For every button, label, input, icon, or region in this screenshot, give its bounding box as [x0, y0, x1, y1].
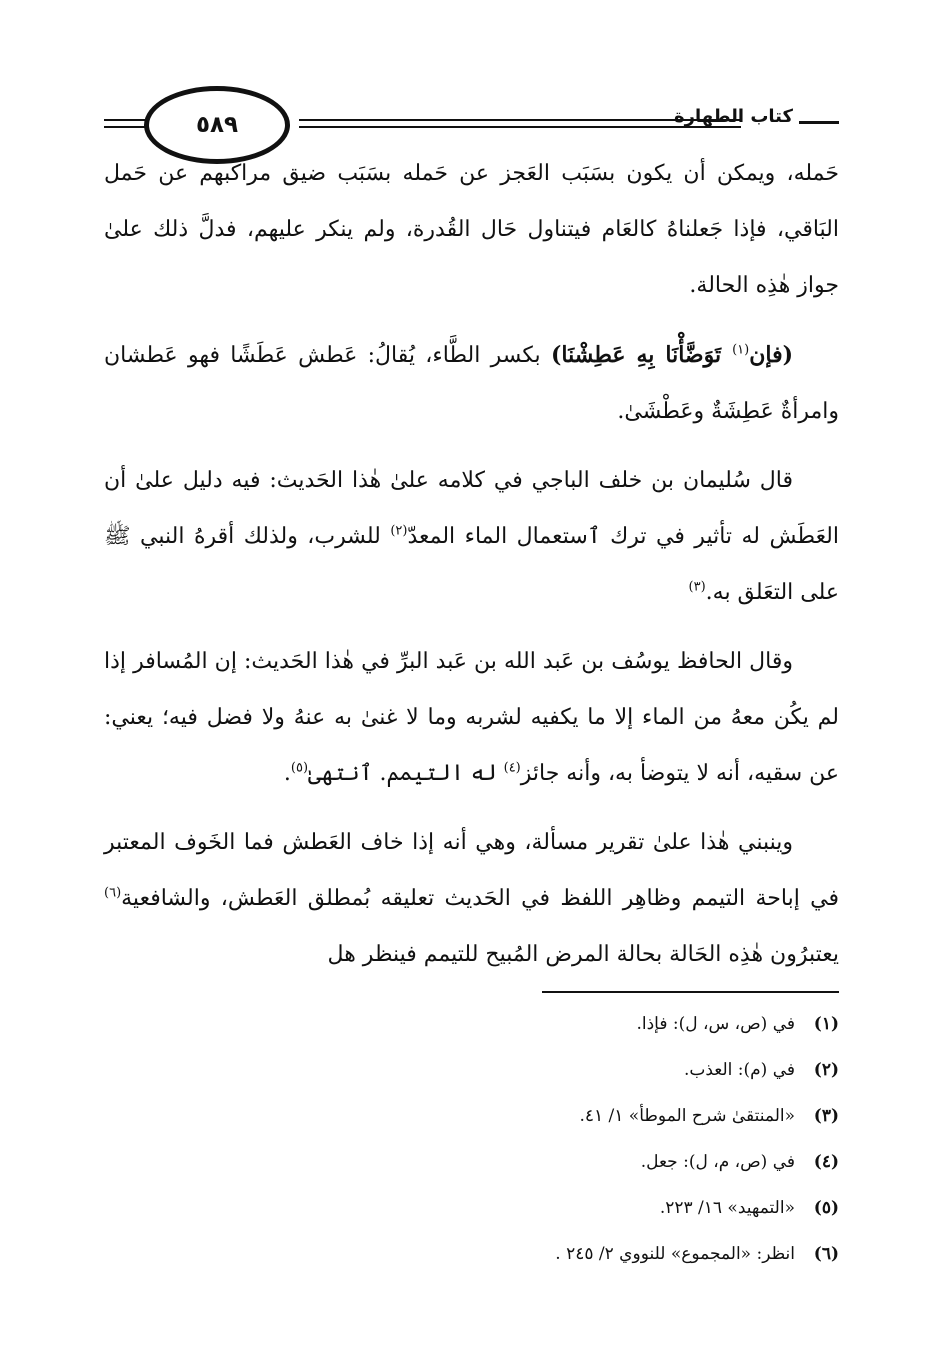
footnote — [104, 1093, 839, 1139]
footnote-number: (٣) — [813, 1106, 839, 1126]
header-rule-right — [799, 121, 839, 124]
footnote-ref-3: (٣) — [688, 579, 706, 595]
paragraph-4-end: . — [283, 761, 291, 786]
footnote — [104, 1231, 839, 1277]
footnote-text: في (ص، س، ل): فإذا. — [636, 1014, 795, 1034]
paragraph-5-text-b: يعتبرُون هٰذِه الحَالة بحالة المرض المُبيح للتيمم فينظر هل — [327, 942, 839, 967]
quoted-phrase: تَوَضَّأْنَا بِهِ عَطِشْنَا) — [550, 342, 733, 368]
paragraph-1-text: حَمله، ويمكن أن يكون بسَبَب العَجز عن حَمله بسَبَب ضيق مراكبهم عن حَمل البَاقي، فإذا جَعلناهُ كالعَام فيتناول حَال القُدرة، ولم ينكر عليهم، فدلَّ ذلك علىٰ جواز هٰذِه الحالة. — [104, 161, 839, 298]
paragraph-4-text-b: له التيمم. ٱنتهىٰ — [308, 761, 504, 786]
paragraph-4 — [104, 634, 839, 802]
footnote — [104, 1139, 839, 1185]
footnote-number: (٥) — [813, 1198, 839, 1218]
page-number: ٥٨٩ — [195, 112, 239, 138]
footnote-number: (٦) — [813, 1244, 839, 1264]
header-rule-left — [104, 119, 146, 121]
footnote-ref-1: (١) — [732, 342, 750, 358]
footnote-number: (٢) — [813, 1060, 839, 1080]
footnote-text: في (م): العذب. — [683, 1060, 795, 1080]
footnote — [104, 1047, 839, 1093]
paragraph-3-text-b: للشرب، ولذلك أقرهُ النبي ﷺ على التعَلق به. — [104, 524, 839, 605]
footnote-separator — [542, 991, 839, 993]
header-rule-left-lower — [104, 126, 146, 128]
footnotes — [104, 1001, 839, 1277]
footnote-ref-2: (٢) — [390, 523, 408, 539]
main-text — [104, 146, 839, 983]
paragraph-3 — [104, 453, 839, 621]
quoted-phrase-start: (فإن — [749, 342, 793, 368]
paragraph-1 — [104, 146, 839, 314]
footnote-ref-4: (٤) — [503, 760, 521, 776]
footnote-ref-6: (٦) — [104, 885, 122, 901]
paragraph-5-text-a: وينبني هٰذا علىٰ تقرير مسألة، وهي أنه إذا خاف العَطش فما الخَوف المعتبر في إباحة التيمم وظاهِر اللفظ في الحَديث تعليقه بُمطلق العَطش، والشافعية — [104, 830, 839, 911]
footnote-number: (١) — [813, 1014, 839, 1034]
footnote-ref-5: (٥) — [290, 760, 309, 776]
paragraph-4-text-a: وقال الحافظ يوسُف بن عَبد الله بن عَبد البرِّ في هٰذا الحَديث: إن المُسافر إذا لم يكُن معهُ من الماء إلا ما يكفيه لشربه وما لا غنىٰ به عنهُ ولا فضل فيه؛ يعني: عن سقيه، أنه لا يتوضأ به، وأنه جائز — [104, 649, 839, 786]
footnote — [104, 1185, 839, 1231]
paragraph-2-text: بكسر الطَّاء، يُقالُ: عَطش عَطَشًا فهو عَطشان وامرأةٌ عَطِشَةٌ وعَطْشَىٰ. — [104, 343, 839, 424]
paragraph-5 — [104, 815, 839, 983]
book-title: كتاب الطهارة — [673, 106, 793, 127]
footnote-text: «التمهيد» ١٦/ ٢٢٣. — [659, 1198, 795, 1218]
footnote-text: «المنتقىٰ شرح الموطأ» ١/ ٤١. — [579, 1106, 795, 1126]
paragraph-3-text-a: قال سُليمان بن خلف الباجي في كلامه علىٰ هٰذا الحَديث: فيه دليل علىٰ أن العَطَش له تأثير في ترك ٱستعمال الماء المعدّ — [104, 468, 839, 549]
footnote — [104, 1001, 839, 1047]
footnote-number: (٤) — [813, 1152, 839, 1172]
paragraph-2 — [104, 327, 839, 440]
footnote-text: في (ص، م، ل): جعل. — [640, 1152, 795, 1172]
footnote-text: انظر: «المجموع» للنووي ٢/ ٢٤٥ . — [555, 1244, 795, 1264]
